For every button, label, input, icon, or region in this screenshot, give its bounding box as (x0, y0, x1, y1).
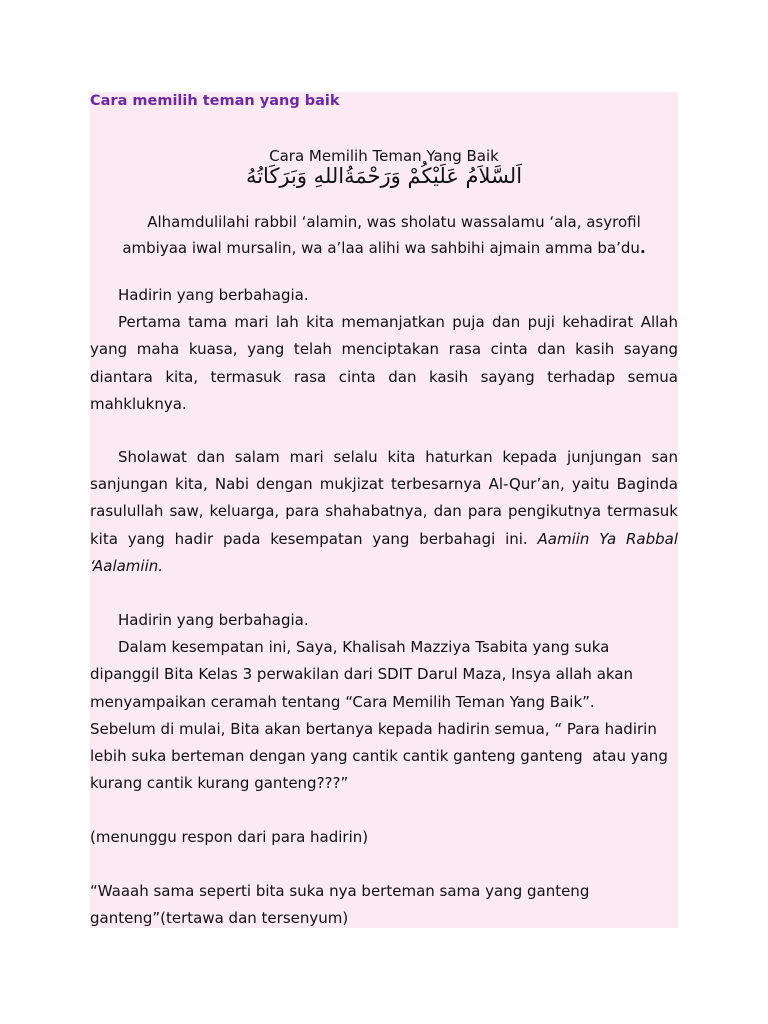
opening-line-2-period: . (639, 239, 646, 257)
section-3-line-1 (90, 634, 678, 661)
section-1 (90, 282, 678, 418)
section-2-paragraph (90, 444, 678, 580)
document-heading: Cara memilih teman yang baik (90, 93, 340, 109)
closing-line-2: ganteng”(tertawa dan tersenyum) (90, 909, 349, 928)
section-1-greeting (90, 282, 678, 309)
speech-title: Cara Memilih Teman Yang Baik (269, 147, 499, 165)
italic-period: . (158, 556, 164, 575)
line-text: Dalam kesempatan ini, Saya, Khalisah Mazziya Tsabita yang suka (118, 638, 610, 657)
greeting-text: Hadirin yang berbahagia. (118, 611, 309, 629)
section-3 (90, 607, 678, 797)
paragraph-text: Pertama tama mari lah kita memanjatkan puja dan puji kehadirat Allah yang maha kuasa, yang telah menciptakan rasa cinta dan kasih sayang diantara kita, termasuk rasa cinta dan kasih sayang terhadap semua mahkluknya. (90, 313, 678, 413)
section-3-greeting (90, 607, 678, 634)
arabic-greeting: اَلسَّلاَمُ عَلَيْكُمْ وَرَحْمَةُاللهِ وَبَرَكَاتُهُ (245, 164, 523, 188)
section-3-line-6: kurang cantik kurang ganteng???” (90, 774, 349, 793)
opening-line-2: ambiyaa iwal mursalin, wa a’laa alihi wa sahbihi ajmain amma ba’du (122, 239, 640, 257)
closing-quote (90, 878, 678, 932)
italic-closing: Aamiin Ya Rabbal ‘Aalamiin (90, 529, 679, 575)
opening-line-1: Alhamdulilahi rabbil ‘alamin, was sholatu wassalamu ‘ala, asyrofil (147, 213, 641, 231)
paragraph-text: Sholawat dan salam mari selalu kita haturkan kepada junjungan san sanjungan kita, Nabi dengan mukjizat terbesarnya Al-Qur’an, yaitu Baginda rasulullah saw, keluarga, para shahabatnya, dan para pengikutnya termasuk kita yang hadir pada kesempatan yang berbahagi ini. (90, 448, 678, 548)
section-3-line-5: lebih suka berteman dengan yang cantik cantik ganteng ganteng atau yang (90, 747, 668, 766)
audience-note: (menunggu respon dari para hadirin) (90, 828, 369, 846)
section-3-line-2: dipanggil Bita Kelas 3 perwakilan dari SDIT Darul Maza, Insya allah akan (90, 665, 634, 684)
section-3-line-4: Sebelum di mulai, Bita akan bertanya kepada hadirin semua, “ Para hadirin (90, 719, 657, 738)
section-1-paragraph (90, 309, 678, 418)
opening-prayer (90, 209, 678, 261)
closing-line-1: “Waaah sama seperti bita suka nya berteman sama yang ganteng (90, 882, 590, 900)
section-3-line-3: menyampaikan ceramah tentang “Cara Memilih Teman Yang Baik”. (90, 692, 595, 711)
section-2 (90, 444, 678, 580)
greeting-text: Hadirin yang berbahagia. (118, 286, 309, 304)
